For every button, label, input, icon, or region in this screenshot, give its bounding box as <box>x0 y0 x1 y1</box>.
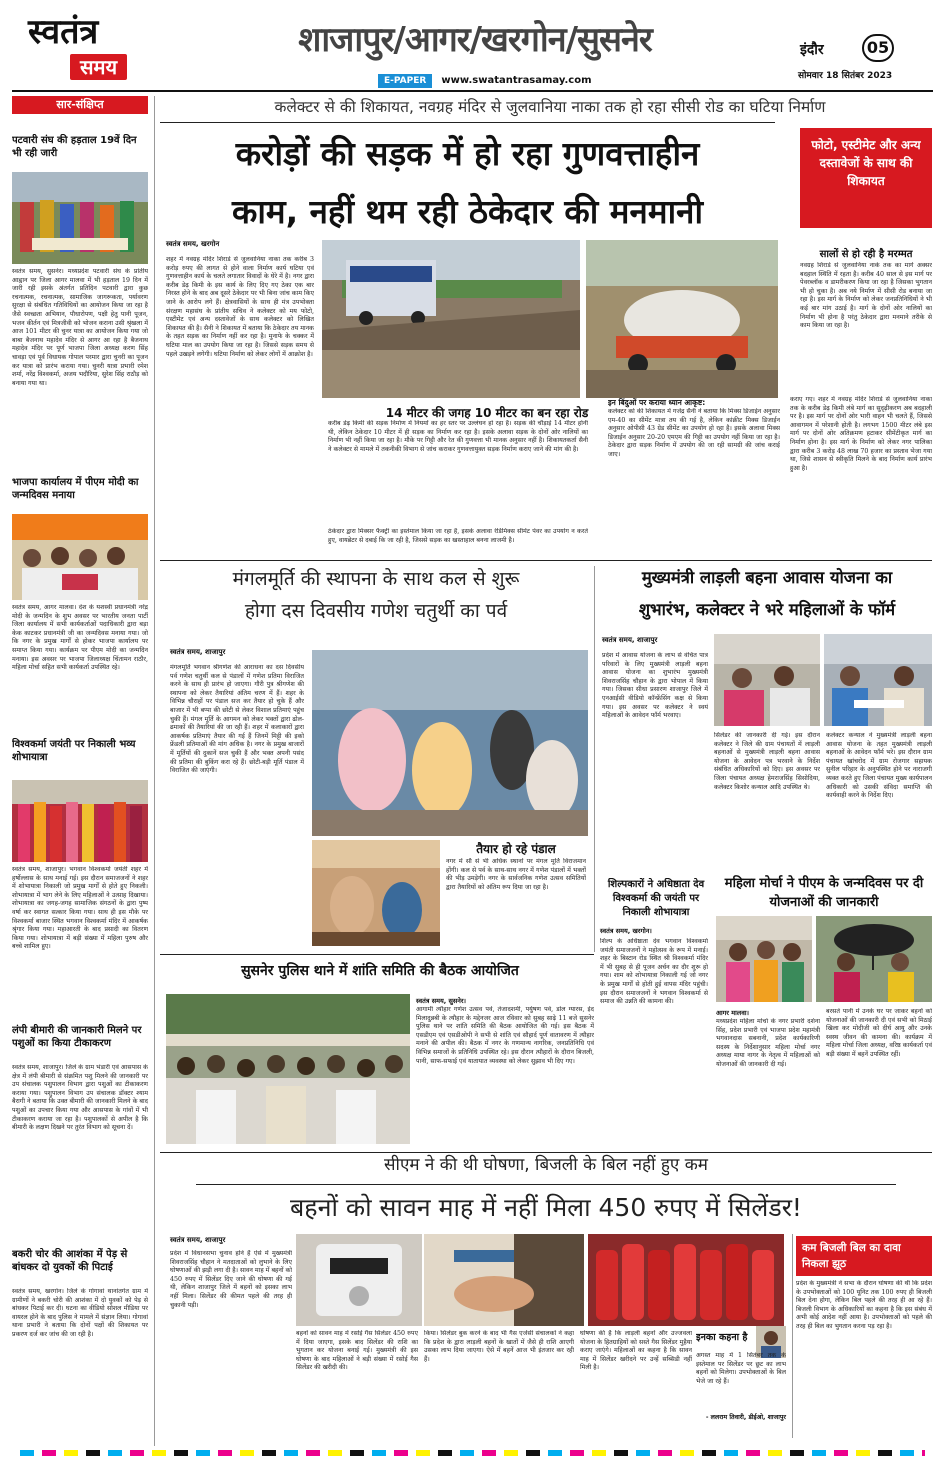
sidebar-photo-procession <box>12 780 148 862</box>
ganesh-byline: स्वतंत्र समय, शाजापुर <box>170 648 226 656</box>
cylinder-body-3: किया। सिलेंडर बुक करने के बाद भी गैस एजेंसी संचालकों ने कहा कि प्रदेश के द्वारा लाड़ली बहनों के खातों में जैसे ही राशि आएगी उसका लाभ दिया जाएगा। ऐसे में बहनें आज भी इंतजार कर रही हैं। <box>424 1330 574 1363</box>
sidebar-item-title: बकरी चोर की आशंका में पेड़ से बांधकर दो युवकों की पिटाई <box>12 1249 128 1273</box>
sidebar <box>12 96 148 1446</box>
top-story-body-far-right: कराए गए। शहर में नवग्रह मंदिर शिराडे से जुलवानिया नाका तक के करीब डेढ़ किमी लंबे मार्ग का सुदृढ़ीकरण अब बदहाली पर है। इस मार्ग पर दोनों ओर भारी वाहन भी चलते हैं, जिससे आवागमन में परेशानी होती है। लगभग 1500 मीटर लंबे इस मार्ग पर दोनों ओर अतिक्रमण हटाकर सीमेंटीकृत मार्ग का निर्माण होना है। इस मार्ग के निर्माण को लेकर नगर पालिका द्वारा करीब 3 करोड़ 48 लाख 70 हजार का प्रस्ताव भेजा गया था, जिसे शासन से स्वीकृति मिलने के बाद निर्माण कार्य प्रारंभ हुआ है। <box>790 396 932 472</box>
cylinder-quote-name: - ललराम तिवारी, डीईओ, शाजापुर <box>705 1414 786 1421</box>
vishwakarma-byline: स्वतंत्र समय, खरगोन। <box>600 927 652 935</box>
sidebar-item-text: स्वतंत्र समय, आगर मालवा। देश के यशस्वी प्रधानमंत्री नरेंद्र मोदी के जन्मदिन के शुभ अवसर पर भारतीय जनता पार्टी जिला कार्यालय में सभी कार्यकर्ताओं पदाधिकारी द्वारा बड़ा केक काटकर प्रधानमंत्री जी का जन्मदिवस मनाया गया। जो कि नगर के प्रमुख मार्गों से होकर भाजपा कार्यालय पर समाप्त किया गया। कार्यक्रम पर पीएम मोदी का जन्मदिन मनाया। इस अवसर पर भाजपा जिलाध्यक्ष चिंतामन राठौर, महिला मोर्चा सहित सभी कार्यकर्ता उपस्थित रहे। <box>12 604 148 672</box>
cylinder-body-1: प्रदेश में विधानसभा चुनाव होने हैं ऐसे में मुख्यमंत्री शिवराजसिंह चौहान ने मतदाताओं को लुभाने के लिए घोषणाओं की झड़ी लगा दी है। सावन माह में बहनों को 450 रुपए में सिलेंडर दिए जाने की घोषणा की गई थी, लेकिन शाजापुर जिले में बहनों को इसका लाभ नहीं मिला। सिलेंडर की कीमत पहले की तरह ही चुकानी पड़ी। <box>170 1250 292 1309</box>
ladli-byline: स्वतंत्र समय, शाजापुर <box>602 636 658 644</box>
susner-byline: स्वतंत्र समय, सुसनेर। <box>416 997 466 1005</box>
sidebar-item-text: स्वतंत्र समय, शाजापुर। भगवान विश्वकर्मा जयंती शहर में हर्षोल्लास के साथ मनाई गई। इस दौरान समाजजनों ने शहर में शोभायात्रा निकाली जो प्रमुख मार्गों से होते हुए निकली। शोभायात्रा में भाग लेने के लिए महिलाओं ने उत्साह दिखाया। शोभायात्रा का जगह-जगह सामाजिक संगठनों के द्वारा पुष्प वर्षा कर स्वागत सत्कार किया गया। साथ ही इस मौके पर विश्वकर्मा बाजार स्थित भगवान विश्वकर्मा मंदिर में आकर्षक श्रृंगार किया गया। महाआरती के बाद प्रसादी का वितरण किया गया। शोभायात्रा में बड़ी संख्या में महिला पुरुष और बच्चे शामिल हुए। <box>12 866 148 951</box>
ladli-body-2: सिलेंडर की जानकारी दी गई। इस दौरान कलेक्टर ने जिले की ग्राम पंचायतों में लाड़ली बहनाओं से मुख्यमंत्री लाड़ली बहना आवास योजना के आवेदन पत्र भरवाने के निर्देश संबंधित अधिकारियों को दिए। इस अवसर पर जिला पंचायत अध्यक्ष हेमराजसिंह सिसोदिया, कलेक्टर किशोर कन्याल आदि उपस्थित थे। <box>714 732 820 791</box>
cylinder-body-2: बहनों को सावन माह में रसोई गैस सिलेंडर 450 रुपए में दिया जाएगा, इसके बाद सिलेंडर की राशि का भुगतान कर योजना बनाई गई। मुख्यमंत्री की इस घोषणा के बाद महिलाओं ने बड़ी संख्या में रसोई गैस सिलेंडर की खरीदी की। <box>296 1330 418 1372</box>
logo-top-text: स्वतंत्र <box>28 12 99 52</box>
cylinder-photo-hand <box>424 1234 584 1326</box>
sidebar-item-text: स्वतंत्र समय, शाजापुर। जिले के ग्राम भंडारी एवं आसपास के क्षेत्र में लंपी बीमारी से संक्रमित पशु मिलने की जानकारी पर उप संचालक पशुपालन विभाग द्वारा पशुओं का टीकाकरण कराया गया। पशुपालन विभाग उप संचालक डॉक्टर श्याम बैरागी ने बताया कि उक्त बीमारी की जानकारी मिलने के बाद पशुओं का उपचार किया गया और आसपास के गांवों में भी टीकाकरण कराया जा रहा है। पशुपालकों से अपील है कि बीमारी के लक्षण दिखने पर तुरंत विभाग को सूचना दें। <box>12 1064 148 1132</box>
logo-bottom-text: समय <box>70 54 127 80</box>
masthead <box>0 0 945 90</box>
cylinder-quote-text: अगस्त माह में 1 सितंबर तक के इस्तेमाल पर सिलेंडर पर छूट का लाभ बहनों को मिलेगा। उपभोक्ताओं के बिल भेजे जा रहे हैं। <box>696 1352 786 1385</box>
road-photo-bus <box>322 240 580 398</box>
power-side-title: कम बिजली बिल का दावा निकला झूठ <box>802 1242 901 1270</box>
sidebar-item-title: विश्वकर्मा जयंती पर निकाली भव्य शोभायात्रा <box>12 739 136 763</box>
susner-photo-meeting <box>166 994 410 1144</box>
top-story-body-right: कलेक्टर को की शिकायत में गजेंद्र सैनी ने बताया कि मिक्स डिजाईन अनुसार एम-40 का सीमेंट मात्रा तय की गई है, लेकिन कांक्रीट मिक्स डिजाईन अनुसार ओपीसी 43 ग्रेड सीमेंट का उपयोग हो रहा है। इसके अलावा मिक्स डिजाईन अनुसार 20-20 एमएम की गिट्टी का उपयोग नहीं किया जा रहा है। ठेकेदार द्वारा सड़क निर्माण में उपयोग की जा रही सामग्री की जांच कराई जाए। <box>608 408 780 458</box>
ladli-photo-form <box>824 634 932 726</box>
sidebox-title: फोटो, एस्टीमेट और अन्य दस्तावेजों के साथ की शिकायत <box>811 138 921 188</box>
website-link[interactable]: www.swatantrasamay.com <box>441 75 592 86</box>
road-photo-caption: 14 मीटर की जगह 10 मीटर का बन रहा रोड <box>385 406 589 420</box>
top-story-body-left: शहर में नवग्रह मंदिर शिराडे से जुलवानिया नाका तक करीब 3 करोड़ रुपए की लागत से होने वाला निर्माण कार्य घटिया एवं गुणवत्ताहीन कार्य के चलते लगातार विवादों के घेरे में है। नगर द्वारा करीब डेढ़ किमी के इस कार्य के लिए दिए गए ठेका एक बार निरस्त होने के बाद अब दूसरे ठेकेदार पर भी बिना जांच काम किए जाने के आरोप लगे हैं। क्षेत्रवासियों के साथ ही मंत्र उपभोक्ता संरक्षण महासंघ के प्रांतीय सचिव ने कलेक्टर को मय फोटो, एस्टीमेट एवं अन्य दस्तावेजों के साथ कलेक्टर को लिखित शिकायत की है। सैनी ने शिकायत में बताया कि ठेकेदार तय मानक के तहत सड़क का निर्माण नहीं कर रहा है। मुनाफे के चक्कर में घटिया माल का उपयोग किया जा रहा है। जिससे सड़क समय से पहले उखड़ने लगेगी। घटिया निर्माण को लेकर लोगों में आक्रोश है। <box>166 256 314 358</box>
cylinder-quote-title: इनका कहना है <box>696 1332 748 1343</box>
susner-body: आगामी त्यौहार गणेश उत्सव पर्व, तेजादशमी, पर्युषण पर्व, डोल ग्यारस, ईद मिलादुन्नबी के त्यौहार के मद्देनजर आज रविवार को सुबह साढ़े 11 बजे सुसनेर पुलिस थाने पर शांति समिति की बैठक आयोजित की गई। इस बैठक में एसडीएम एवं एसडीओपी ने सभी से शांति एवं सौहार्द पूर्ण वातावरण में त्यौहार मनाने की अपील की। बैठक में नगर के गणमान्य नागरिक, जनप्रतिनिधि एवं विभिन्न समाजों के प्रतिनिधि उपस्थित रहे। इस दौरान त्यौहारों के दौरान बिजली, पानी, साफ-सफाई एवं यातायात व्यवस्था को लेकर सुझाव भी दिए गए। <box>416 1006 594 1065</box>
vishwakarma-headline: शिल्पकारों ने अधिष्ठाता देव विश्वकर्मा की जयंती पर निकाली शोभायात्रा <box>607 879 705 918</box>
column-divider <box>792 1234 793 1438</box>
ladli-body: प्रदेश में आवास योजना के लाभ से वंचित पात्र परिवारों के लिए मुख्यमंत्री लाड़ली बहना आवास योजना का शुभारंभ मुख्यमंत्री शिवराजसिंह चौहान के द्वारा भोपाल में किया गया। जिसका सीधा प्रसारण शाजापुर जिले में एनआईसी वीडियो कॉन्फ्रेंसिंग कक्ष से किया गया। इस अवसर पर कलेक्टर ने स्वयं महिलाओं के आवेदन फॉर्म भरवाए। <box>602 652 708 720</box>
ganesh-photo-pandal <box>312 840 440 946</box>
ganesh-photo-idols <box>312 650 588 836</box>
ganesh-caption-text: नगर में सौ से भी अधिक स्थानों पर मंगल मूर्ति विराजमान होंगी। कल से पर्व के साथ-साथ नगर में गणेश पंडालों में भक्तों की भीड़ उमड़ेगी। नगर के सार्वजनिक गणेश उत्सव समितियों द्वारा तैयारियों को अंतिम रूप दिया जा रहा है। <box>446 858 586 891</box>
sidebar-photo-bjp <box>12 514 148 600</box>
sidebar-photo-strike <box>12 172 148 264</box>
mahila-photo-umbrella <box>816 916 932 1002</box>
cylinder-photo-meter <box>296 1234 422 1326</box>
issue-date: सोमवार 18 सितंबर 2023 <box>798 71 893 81</box>
ganesh-headline-2: होगा दस दिवसीय गणेश चतुर्थी का पर्व <box>244 600 508 622</box>
ganesh-headline-1: मंगलमूर्ति की स्थापना के साथ कल से शुरू <box>232 568 520 590</box>
section-rule <box>196 1184 896 1185</box>
column-divider <box>594 566 595 952</box>
sidebar-item-title: भाजपा कार्यालय में पीएम मोदी का जन्मदिवस मनाया <box>12 477 139 501</box>
cylinder-kicker: सीएम ने की थी घोषणा, बिजली के बिल नहीं हुए कम <box>384 1155 708 1175</box>
power-side-text: प्रदेश के मुख्यमंत्री ने सभा के दौरान घोषणा की थी कि प्रदेश के उपभोक्ताओं को 100 यूनिट तक 100 रुपए ही बिजली बिल देना होगा, लेकिन बिल पहले की तरह ही आ रहे हैं। बिजली विभाग के अधिकारियों का कहना है कि इस संबंध में अभी कोई आदेश नहीं आया है। उपभोक्ताओं को पहले की तरह ही बिल का भुगतान करना पड़ रहा है। <box>796 1280 932 1330</box>
edition-title: शाजापुर/आगर/खरगोन/सुसनेर <box>298 20 652 60</box>
section-rule <box>160 954 594 955</box>
ladli-headline-2: शुभारंभ, कलेक्टर ने भरे महिलाओं के फॉर्म <box>638 600 896 619</box>
mahila-body-2: बरसते पानी में उनके घर पर जाकर बहनों को योजनाओं की जानकारी दी एवं सभी को मिठाई खिला कर मोदीजी को दीर्घ आयु और उनके स्वस्थ जीवन की कामना की। कार्यक्रम में महिला मोर्चा जिला अध्यक्ष, वरिष्ठ कार्यकर्ता एवं बड़ी संख्या में बहनें उपस्थित रहीं। <box>826 1008 932 1058</box>
vishwakarma-body: शिल्प के अधिष्ठाता देव भगवान विश्वकर्मा जयंती समाजजनों ने महोत्सव के रूप में मनाई। शहर के बिस्टान रोड स्थित श्री विश्वकर्मा मंदिर में भी सुबह से ही पूजन अर्चन का दौर शुरू हो गया। शाम को शोभायात्रा निकाली गई जो नगर के प्रमुख मार्गों से होती हुई वापस मंदिर पहुंची। इस दौरान समाजजनों ने भगवान विश्वकर्मा से समाज की उन्नति की कामना की। <box>600 938 708 1006</box>
ganesh-body: मंगलमूर्ति भगवान श्रीगणेश की आराधना का दस दिवसीय पर्व गणेश चतुर्थी कल से पंडालों में गणेश प्रतिमा विराजित करने के साथ ही प्रारंभ हो जाएगा। गौरी पुत्र श्रीगणेश की स्थापना को लेकर तैयारियां अंतिम चरण में हैं। शहर के विभिन्न चौराहों पर पंडाल सज कर तैयार हो चुके हैं और बाजार में भी बप्पा की छोटी से लेकर विशाल प्रतिमाएं पहुंच चुकी हैं। मंगल मूर्ति के आगमन को लेकर भक्तों द्वारा ढोल-ढमाकों की तैयारियां की जा रही हैं। शहर में कलाकारों द्वारा आकर्षक प्रतिमाएं तैयार की गई हैं जिनमें मिट्टी की इको फ्रेंडली प्रतिमाओं की मांग अधिक है। नगर के प्रमुख बाजारों में मूर्तियों की दुकानें सज चुकी हैं और भक्त अपनी पसंद की प्रतिमा की बुकिंग करा रहे हैं। छोटी-बड़ी मूर्ति पंडाल में विराजित की जाएंगी। <box>170 664 304 775</box>
sidebar-item-title: पटवारी संघ की हड़ताल 19वें दिन भी रही जारी <box>12 135 137 159</box>
mahila-headline: महिला मोर्चा ने पीएम के जन्मदिवस पर दी योजनाओं की जानकारी <box>724 876 924 910</box>
susner-headline: सुसनेर पुलिस थाने में शांति समिति की बैठक आयोजित <box>241 963 519 979</box>
epaper-bar <box>378 68 718 86</box>
mahila-byline: आगर मालवा। <box>716 1009 749 1017</box>
top-story-headline-1: करोड़ों की सड़क में हो रहा गुणवत्ताहीन <box>235 134 700 173</box>
sidebar-divider <box>154 96 155 1446</box>
page-number: 05 <box>862 34 894 62</box>
cylinder-photo-cylinders <box>588 1234 784 1326</box>
print-color-bar <box>20 1450 925 1456</box>
sidebox-subheading: सालों से हो रही है मरम्मत <box>819 249 913 260</box>
top-story-headline-2: काम, नहीं थम रही ठेकेदार की मनमानी <box>231 192 704 231</box>
top-story-right-heading: इन बिंदुओं पर कराया ध्यान आकृष्ट: <box>608 398 706 407</box>
ganesh-caption: तैयार हो रहे पंडाल <box>476 842 556 856</box>
sidebar-item-title: लंपी बीमारी की जानकारी मिलने पर पशुओं का किया टीकाकरण <box>12 1025 142 1049</box>
section-rule <box>160 560 932 561</box>
sidebox-text: नवग्रह शिराडे से जुलवानिया नाके तक का मार्ग अक्सर बदहाल स्थिति में रहता है। करीब 40 साल से इस मार्ग पर पेवरब्लॉक व डामरीकरण किया जा रहा है जिसका भुगतान भी हो चुका है। अब नये निर्माण में सीसी रोड बनाया जा रहा है। इस मार्ग के निर्माण को लेकर जनप्रतिनिधियों ने भी कई बार मांग उठाई है। मार्ग के दोनों ओर नालियों का निर्माण भी होना है परंतु ठेकेदार द्वारा मनमाने तरीके से काम किया जा रहा है। <box>800 262 932 330</box>
top-story-byline: स्वतंत्र समय, खरगोन <box>166 240 220 248</box>
cylinder-body-4: घोषणा की है कि लाड़ली बहनों और उज्जवला योजना के हितग्राहियों को सस्ते गैस सिलेंडर मुहैया कराए जाएंगे। महिलाओं का कहना है कि सावन माह में सिलेंडर खरीदने पर उन्हें सब्सिडी नहीं मिली है। <box>580 1330 692 1372</box>
ladli-headline-1: मुख्यमंत्री लाड़ली बहना आवास योजना का <box>641 568 893 587</box>
road-photo-mixer <box>586 240 778 398</box>
top-story-body-bottom: ठेकेदार द्वारा मिक्सर फैक्ट्री का इस्तेमाल किया जा रहा है, इसके अलावा रेडिमिक्स सीमेंट पेवर का उपयोग न करते हुए, वायब्रेटर से दबाई कि जा रही है, जिससे सड़क का खस्ताहाल बनना लाजमी है। <box>328 528 588 544</box>
sidebar-item-text: स्वतंत्र समय, सुसनेर। मध्यप्रदेश पटवारी संघ के प्रांतीय आह्वान पर जिला आगर मालवा में भी हड़ताल 19 दिन में जारी रही इसके अंतर्गत प्रतिदिन पटवारी द्वारा कुछ रचनात्मक, रचनात्मक, सामाजिक जागरूकता, पर्यावरण सुरक्षा से संबंधित गतिविधियों का आयोजन किया जा रहा है जैसे स्वच्छता अभियान, पौधारोपण, पक्षी हेतु पानी पूजन, भजन कीर्तन एवं मित्रजीवी को भोजन कराना उसी श्रृंखला में आज 101 मीटर की चुनर यात्रा का आयोजन किया गया जो बाबा बैजनाथ महादेव मंदिर से आगर आ रहा है बैजनाथ महादेव मंदिर पर पूर्ण भाजपा जिला अध्यक्ष करण सिंह चावड़ा एवं पूर्व विधायक गोपाल परमार द्वारा चुनरी का पूजन कर यात्रा को प्रारंभ कराया गया। चुनरी यात्रा प्रभारी रमेश शर्मा, नरेंद्र विश्वकर्मा, अजय भदौरिया, सुरेश सिंह राठौड़ को बनाया गया था। <box>12 268 148 387</box>
sidebar-item-text: स्वतंत्र समय, खरगोन। जिले के गोगावां थानांतर्गत ग्राम में ग्रामीणों ने बकरी चोरी की आशंका में दो युवकों को पेड़ से बांधकर पिटाई कर दी। घटना का वीडियो सोशल मीडिया पर वायरल होने के बाद पुलिस ने मामले में संज्ञान लिया। गोगावां थाना प्रभारी ने बताया कि दोनों पक्षों की शिकायत पर प्रकरण दर्ज कर जांच की जा रही है। <box>12 1288 148 1338</box>
top-story-kicker: कलेक्टर से की शिकायत, नवग्रह मंदिर से जुलवानिया नाका तक हो रहा सीसी रोड का घटिया निर्माण <box>274 98 826 116</box>
epaper-label: E-PAPER <box>378 74 432 88</box>
sidebar-header: सार-संक्षिप्त <box>12 96 148 114</box>
power-side-box <box>796 1236 932 1276</box>
cylinder-byline: स्वतंत्र समय, शाजापुर <box>170 1236 226 1244</box>
top-story-body-mid: करीब डेढ़ किमी की सड़क निर्माण में नियमों का हर स्तर पर उल्लंघन हो रहा है। सड़क की चौड़ाई 14 मीटर होनी थी, लेकिन ठेकेदार 10 मीटर में ही सड़क का निर्माण कर रहा है। इसके अलावा सड़क के दोनों ओर नालियों का निर्माण भी नहीं किया जा रहा है। मौके पर गिट्टी और रेत की गुणवत्ता भी मानक अनुसार नहीं है। शिकायतकर्ता सैनी ने कलेक्टर से मामले में तकनीकी विभाग से जांच कराकर गुणवत्तायुक्त सड़क निर्माण कराए जाने की मांग की है। <box>328 420 588 453</box>
ladli-body-3: कलेक्टर कन्याल ने मुख्यमंत्री लाड़ली बहना आवास योजना के तहत मुख्यमंत्री लाड़ली बहनाओं के आवेदन फॉर्म भरे। इस दौरान ग्राम पंचायत खांचरोद में ग्राम रोजगार सहायक सुनील परिहार के अनुपस्थित होने पर नाराजगी व्यक्त करते हुए जिला पंचायत मुख्य कार्यपालन अधिकारी को उसकी संविदा समाप्ति की कार्यवाही करने के निर्देश दिए। <box>826 732 932 800</box>
top-story-sidebox <box>800 128 932 228</box>
city-label: इंदौर <box>800 42 824 58</box>
ladli-photo-collector <box>714 634 820 726</box>
kicker-rule <box>160 122 775 123</box>
cylinder-headline: बहनों को सावन माह में नहीं मिला 450 रुपए में सिलेंडर! <box>290 1193 802 1222</box>
mahila-body: मध्यप्रदेश महिला मोर्चा के नगर प्रभारी दर्शना सिंह, प्रदेश प्रभारी एवं भाजपा प्रदेश महामंत्री भगवानदास सबनानी, प्रदेश कार्यकारिणी सदस्य के निर्देशानुसार महिला मोर्चा नगर अध्यक्ष माया नागर के नेतृत्व में महिलाओं को योजनाओं की जानकारी दी गई। <box>716 1018 820 1068</box>
masthead-rule <box>12 90 933 92</box>
mahila-photo-group <box>716 916 812 1002</box>
logo <box>28 14 158 82</box>
